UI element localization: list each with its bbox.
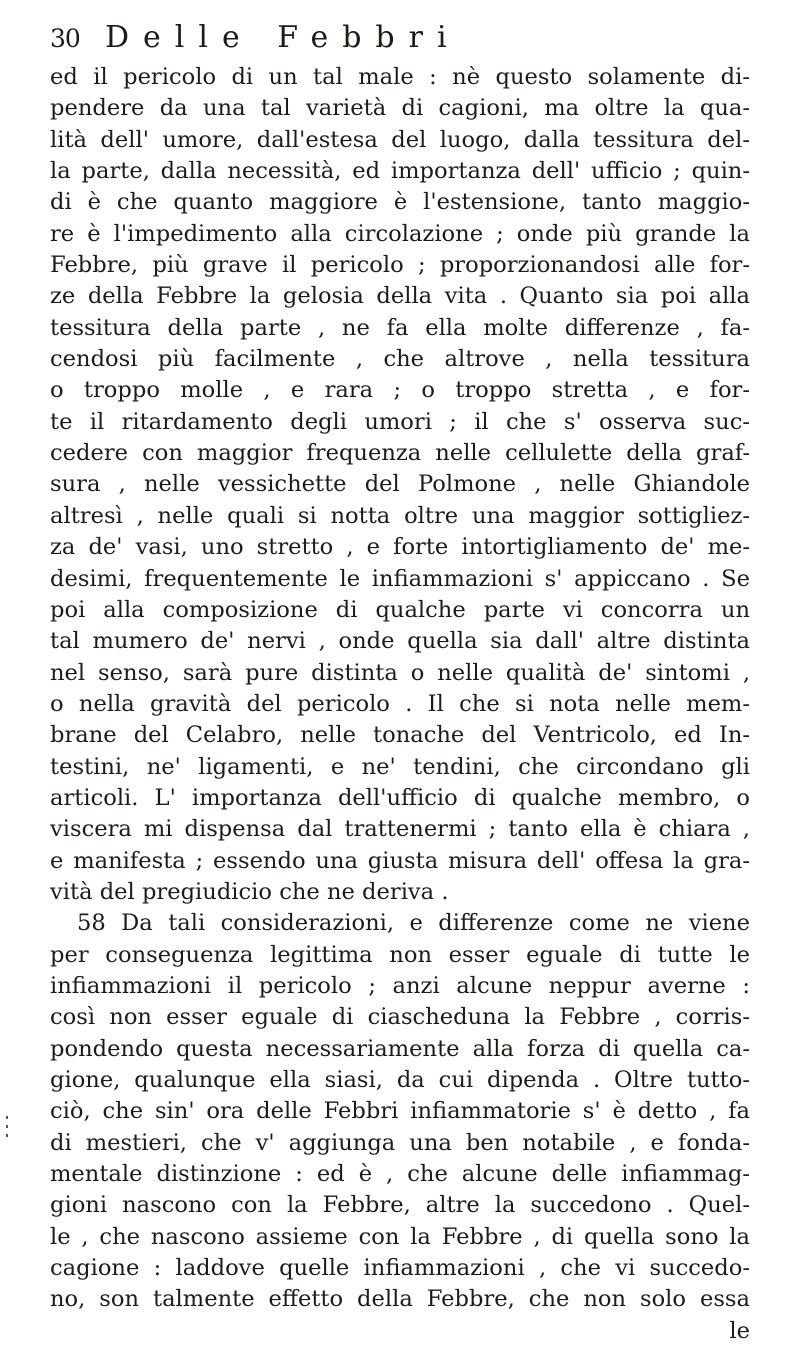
page-header (50, 20, 650, 64)
text-line: così non esser eguale di ciascheduna la Febbre , corris- (50, 1004, 750, 1031)
text-line: e manifesta ; essendo una giusta misura dell' offesa la gra- (50, 847, 750, 874)
ink-speck (6, 1134, 8, 1137)
text-line: lità dell' umore, dall'estesa del luogo, dalla tessitura del- (50, 126, 750, 153)
text-line: vità del pregiudicio che ne deriva . (50, 878, 449, 905)
body-text (50, 62, 750, 1347)
text-line: di mestieri, che v' aggiunga una ben notabile , e fonda- (50, 1129, 750, 1156)
text-line: altresì , nelle quali si notta oltre una maggior sottigliez- (50, 502, 750, 529)
text-line: le , che nascono assieme con la Febbre , di quella sono la (50, 1223, 750, 1250)
paragraph-start-line: 58 Da tali considerazioni, e differenze come ne viene (77, 910, 750, 937)
ink-speck (6, 1125, 8, 1128)
catchword: le (729, 1317, 750, 1344)
text-line: per conseguenza legittima non esser eguale di tutte le (50, 941, 750, 968)
text-line: sura , nelle vessichette del Polmone , nelle Ghiandole (50, 471, 750, 498)
text-line: cagione : laddove quelle infiammazioni , che vi succedo- (50, 1255, 750, 1282)
text-line: pendere da una tal varietà di cagioni, ma oltre la qua- (50, 95, 750, 122)
text-line: brane del Celabro, nelle tonache del Ventricolo, ed In- (50, 722, 750, 749)
text-line: re è l'impedimento alla circolazione ; onde più grande la (50, 220, 750, 247)
text-line: gioni nascono con la Febbre, altre la succedono . Quel- (50, 1192, 750, 1219)
text-line: ed il pericolo di un tal male : nè questo solamente di- (50, 64, 750, 90)
text-line: za de' vasi, uno stretto , e forte intortigliamento de' me- (50, 534, 750, 561)
text-line: tessitura della parte , ne fa ella molte differenze , fa- (50, 314, 750, 341)
text-line: di è che quanto maggiore è l'estensione, tanto maggio- (50, 189, 750, 216)
text-line: o nella gravità del pericolo . Il che si nota nelle mem- (50, 690, 750, 717)
margin-specks (4, 1110, 12, 1158)
text-line: Febbre, più grave il pericolo ; proporzionandosi alle for- (50, 252, 750, 279)
text-line: infiammazioni il pericolo ; anzi alcune neppur averne : (50, 972, 750, 999)
text-line: o troppo molle , e rara ; o troppo stretta , e for- (50, 377, 750, 404)
text-line: tal mumero de' nervi , onde quella sia dall' altre distinta (50, 628, 750, 655)
text-line: cedere con maggior frequenza nelle cellulette della graf- (50, 440, 750, 467)
text-line: articoli. L' importanza dell'ufficio di qualche membro, o (50, 784, 750, 811)
text-line: cendosi più facilmente , che altrove , nella tessitura (50, 346, 750, 373)
ink-speck (6, 1116, 8, 1119)
page-number: 30 (50, 24, 80, 53)
text-line: poi alla composizione di qualche parte vi concorra un (50, 596, 750, 623)
text-line: desimi, frequentemente le infiammazioni s' appiccano . Se (50, 565, 750, 592)
text-line: no, son talmente effetto della Febbre, che non solo essa (50, 1286, 750, 1313)
text-line: te il ritardamento degli umori ; il che s' osserva suc- (50, 408, 750, 435)
text-line: pondendo questa necessariamente alla forza di quella ca- (50, 1035, 750, 1062)
text-line: mentale distinzione : ed è , che alcune delle infiammag- (50, 1161, 750, 1188)
text-line: gione, qualunque ella siasi, da cui dipenda . Oltre tutto- (50, 1067, 750, 1093)
text-line: ciò, che sin' ora delle Febbri infiammatorie s' è detto , fa (50, 1098, 750, 1125)
text-line: la parte, dalla necessità, ed importanza dell' ufficio ; quin- (50, 158, 750, 185)
text-line: viscera mi dispensa dal trattenermi ; tanto ella è chiara , (50, 816, 750, 843)
text-line: nel senso, sarà pure distinta o nelle qualità de' sintomi , (50, 659, 750, 686)
text-line: testini, ne' ligamenti, e ne' tendini, che circondano gli (50, 753, 750, 780)
running-title: Delle Febbri (105, 20, 461, 55)
text-line: ze della Febbre la gelosia della vita . Quanto sia poi alla (50, 283, 750, 310)
